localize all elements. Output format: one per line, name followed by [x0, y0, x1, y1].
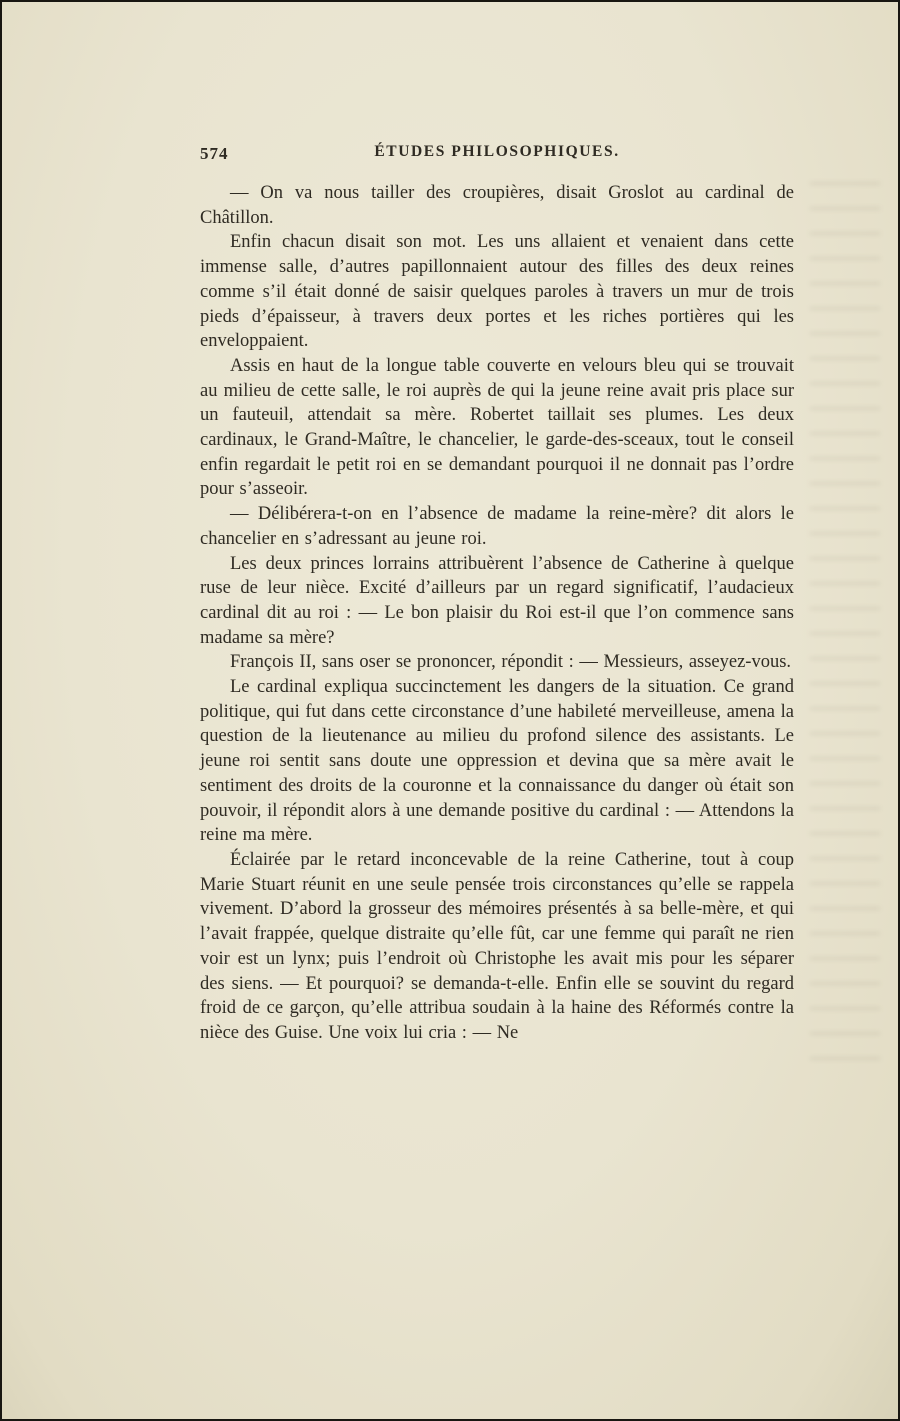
- paragraph: Les deux princes lorrains attribuèrent l’absence de Catherine à quelque ruse de leur nièce. Excité d’ailleurs par un regard significatif, l’audacieux cardinal dit au roi : — Le bon plaisir du Roi est-il que l’on commence sans madame sa mère?: [200, 553, 794, 648]
- page-number: 574: [200, 144, 229, 163]
- paragraph: Enfin chacun disait son mot. Les uns allaient et venaient dans cette immense salle, d’autres papillonnaient autour des filles des deux reines comme s’il était donné de saisir quelques paroles à travers un mur de trois pieds d’épaisseur, à travers deux portes et les riches portières qui les enveloppaient.: [200, 232, 794, 352]
- paragraph: Éclairée par le retard inconcevable de la reine Catherine, tout à coup Marie Stuart réunit en une seule pensée trois circonstances qu’elle se rappela vivement. D’abord la grosseur des mémoires présentés à sa belle-mère, et qui l’avait frappée, quelque distraite qu’elle fût, car une femme qui paraît ne rien voir est un lynx; puis l’endroit où Christophe les avait mis pour les séparer des siens. — Et pourquoi? se demanda-t-elle. Enfin elle se souvint du regard froid de ce garçon, qu’elle attribua soudain à la haine des Réformés contre la nièce des Guise. Une voix lui cria : — Ne: [200, 849, 794, 1043]
- running-header: [200, 143, 794, 167]
- text-block: [200, 143, 794, 1046]
- paragraph: — Délibérera-t-on en l’absence de madame la reine-mère? dit alors le chancelier en s’adressant au jeune roi.: [200, 504, 794, 549]
- running-header-title: ÉTUDES PHILOSOPHIQUES.: [374, 143, 620, 160]
- page-bleed-through: [810, 182, 880, 1082]
- page-body: [200, 181, 794, 1046]
- paragraph: Le cardinal expliqua succinctement les dangers de la situation. Ce grand politique, qui fut dans cette circonstance d’une habileté merveilleuse, amena la question de la lieutenance au milieu du profond silence des assistants. Le jeune roi sentit sans doute une oppression et devina que sa mère avait le sentiment des droits de la couronne et la connaissance du danger où était son pouvoir, il répondit alors à une demande positive du cardinal : — Attendons la reine ma mère.: [200, 677, 794, 846]
- paragraph: — On va nous tailler des croupières, disait Groslot au cardinal de Châtillon.: [200, 183, 794, 228]
- paragraph: François II, sans oser se prononcer, répondit : — Messieurs, asseyez-vous.: [230, 652, 792, 673]
- paragraph: Assis en haut de la longue table couverte en velours bleu qui se trouvait au milieu de cette salle, le roi auprès de qui la jeune reine avait pris place sur un fauteuil, attendait sa mère. Robertet taillait ses plumes. Les deux cardinaux, le Grand-Maître, le chancelier, le garde-des-sceaux, tout le conseil enfin regardait le petit roi en se demandant pourquoi il ne donnait pas l’ordre pour s’asseoir.: [200, 355, 794, 500]
